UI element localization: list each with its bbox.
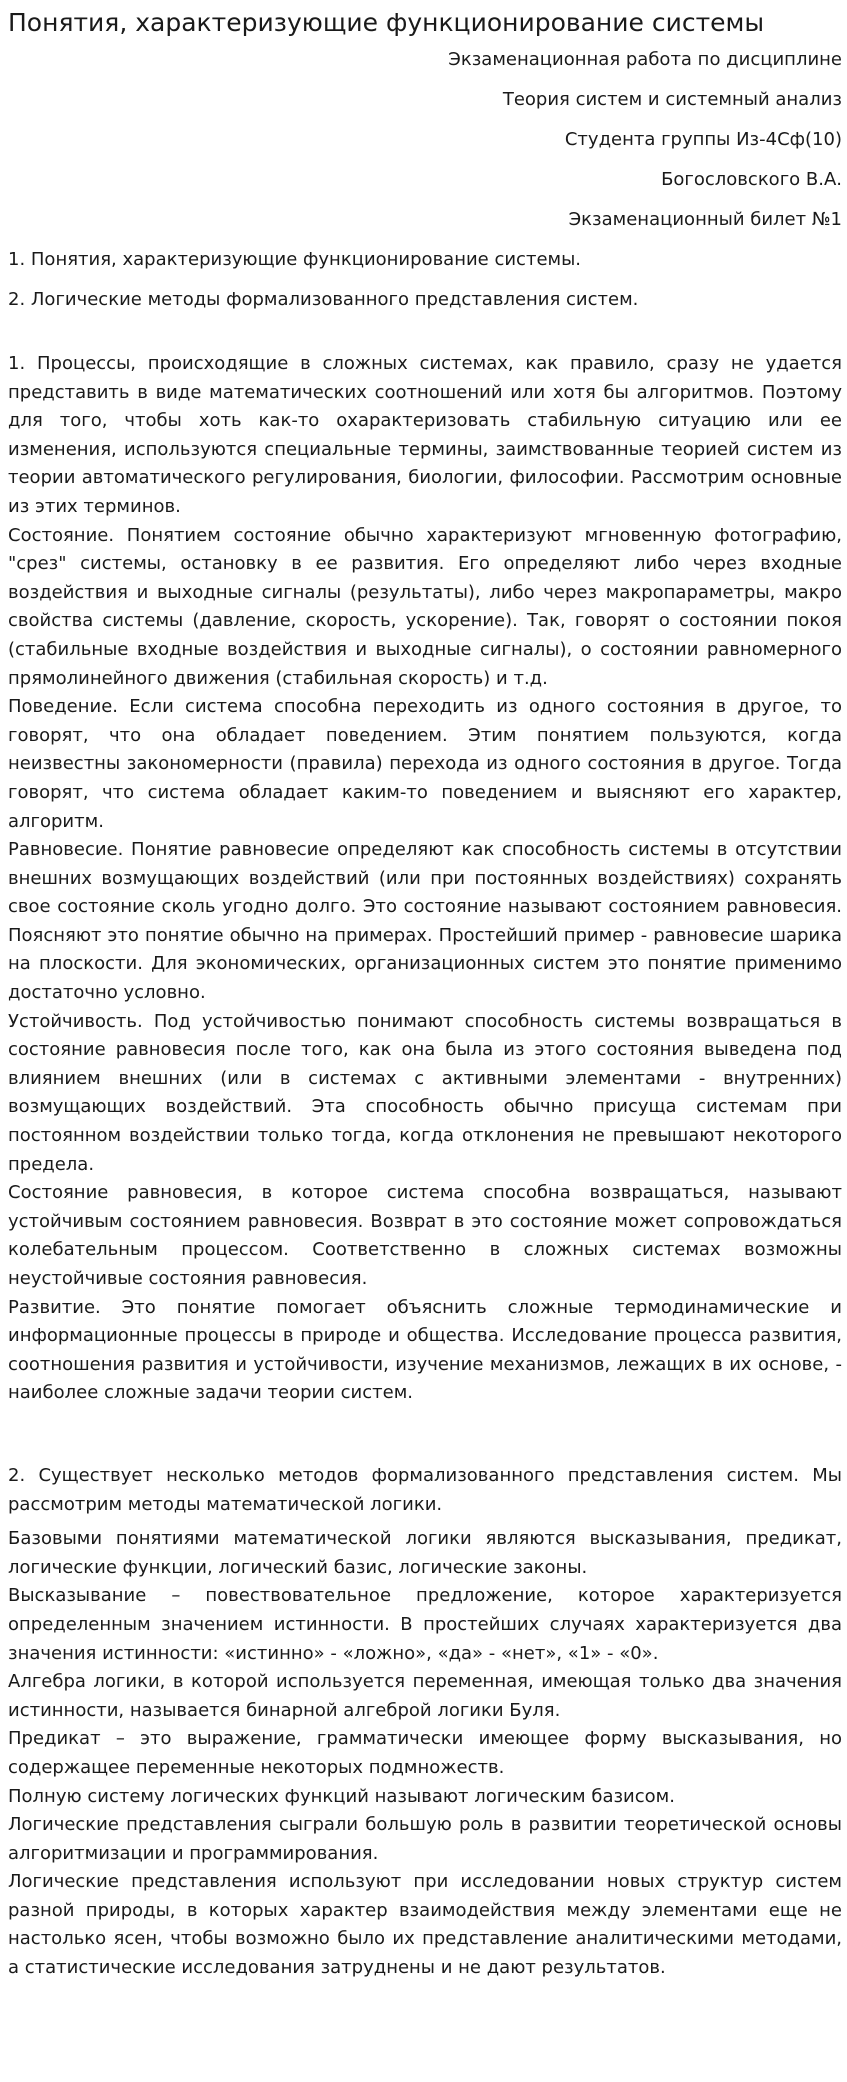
logic-role-paragraph: Логические представления сыграли большую роль в развитии теоретической основы алгоритмизации и программирования.: [8, 1814, 842, 1864]
logic-basics-paragraph: Базовыми понятиями математической логики являются высказывания, предикат, логические функции, логический базис, логические законы.: [8, 1528, 842, 1578]
logic-usage-paragraph: Логические представления используют при исследовании новых структур систем разной природы, в которых характер взаимодействия между элементами еще не настолько ясен, чтобы возможно было их представление аналитическими методами, а статистические исследования затруднены и не дают результатов.: [8, 1871, 842, 1979]
question-item: 2. Логические методы формализованного представления систем.: [8, 289, 639, 310]
answer-1-intro-paragraph: 1. Процессы, происходящие в сложных системах, как правило, сразу не удается представить в виде математических соотношений или хотя бы алгоритмов. Поэтому для того, чтобы хоть как-то охарактеризовать стабильную ситуацию или ее изменения, используются специальные термины, заимствованные теорией систем из теории автоматического регулирования, биологии, философии. Рассмотрим основные из этих терминов.: [8, 353, 842, 517]
stable-equilibrium-paragraph: Состояние равновесия, в которое система способна возвращаться, называют устойчивым состоянием равновесия. Возврат в это состояние может сопровождаться колебательным процессом. Соответственно в сложных системах возможны неустойчивые состояния равновесия.: [8, 1182, 842, 1289]
definition-behavior-paragraph: Поведение. Если система способна переходить из одного состояния в другое, то говорят, что она обладает поведением. Этим понятием пользуются, когда неизвестны закономерности (правила) перехода из одного состояния в другое. Тогда говорят, что система обладает каким-то поведением и выясняют его характер, алгоритм.: [8, 696, 842, 832]
exam-header: [8, 48, 842, 232]
definition-predicate-paragraph: Предикат – это выражение, грамматически имеющее форму высказывания, но содержащее переменные некоторых подмножеств.: [8, 1728, 842, 1778]
header-group-line: Студента группы Из-4Сф(10): [564, 129, 842, 150]
boolean-algebra-paragraph: Алгебра логики, в которой используется переменная, имеющая только два значения истинности, называется бинарной алгеброй логики Буля.: [8, 1671, 842, 1721]
definition-statement-paragraph: Высказывание – повествовательное предложение, которое характеризуется определенным значением истинности. В простейших случаях характеризуется два значения истинности: «истинно» - «ложно», «да» - «нет», «1» - «0».: [8, 1585, 842, 1664]
answer-section-2: [8, 1462, 842, 1983]
header-student-line: Богословского В.А.: [661, 169, 842, 190]
page-title: Понятия, характеризующие функционирование системы: [8, 8, 765, 37]
header-discipline-line: Экзаменационная работа по дисциплине: [448, 49, 842, 70]
definition-development-paragraph: Развитие. Это понятие помогает объяснить сложные термодинамические и информационные процессы в природе и общества. Исследование процесса развития, соотношения развития и устойчивости, изучение механизмов, лежащих в их основе, - наиболее сложные задачи теории систем.: [8, 1296, 842, 1404]
logical-basis-paragraph: Полную систему логических функций называют логическим базисом.: [8, 1785, 675, 1807]
header-ticket-line: Экзаменационный билет №1: [568, 209, 842, 230]
question-list: [8, 248, 842, 312]
header-subject-line: Теория систем и системный анализ: [502, 89, 842, 110]
definition-state-paragraph: Состояние. Понятием состояние обычно характеризуют мгновенную фотографию, "срез" системы, остановку в ее развития. Его определяют либо через входные воздействия и выходные сигналы (результаты), либо через макропараметры, макро свойства системы (давление, скорость, ускорение). Так, говорят о состоянии покоя (стабильные входные воздействия и выходные сигналы), о состоянии равномерного прямолинейного движения (стабильная скорость) и т.д.: [8, 524, 842, 689]
answer-2-intro-paragraph: 2. Существует несколько методов формализованного представления систем. Мы рассмотрим методы математической логики.: [8, 1464, 842, 1515]
document: [8, 6, 842, 1983]
question-item: 1. Понятия, характеризующие функционирование системы.: [8, 249, 582, 270]
definition-equilibrium-paragraph: Равновесие. Понятие равновесие определяют как способность системы в отсутствии внешних возмущающих воздействий (или при постоянных воздействиях) сохранять свое состояние сколь угодно долго. Это состояние называют состоянием равновесия. Поясняют это понятие обычно на примерах. Простейший пример - равновесие шарика на плоскости. Для экономических, организационных систем это понятие применимо достаточно условно.: [8, 839, 842, 1004]
definition-stability-paragraph: Устойчивость. Под устойчивостью понимают способность системы возвращаться в состояние равновесия после того, как она была из этого состояния выведена под влиянием внешних (или в системах с активными элементами - внутренних) возмущающих воздействий. Эта способность обычно присуща системам при постоянном воздействии только тогда, когда отклонения не превышают некоторого предела.: [8, 1010, 842, 1175]
answer-section-1: [8, 350, 842, 1408]
